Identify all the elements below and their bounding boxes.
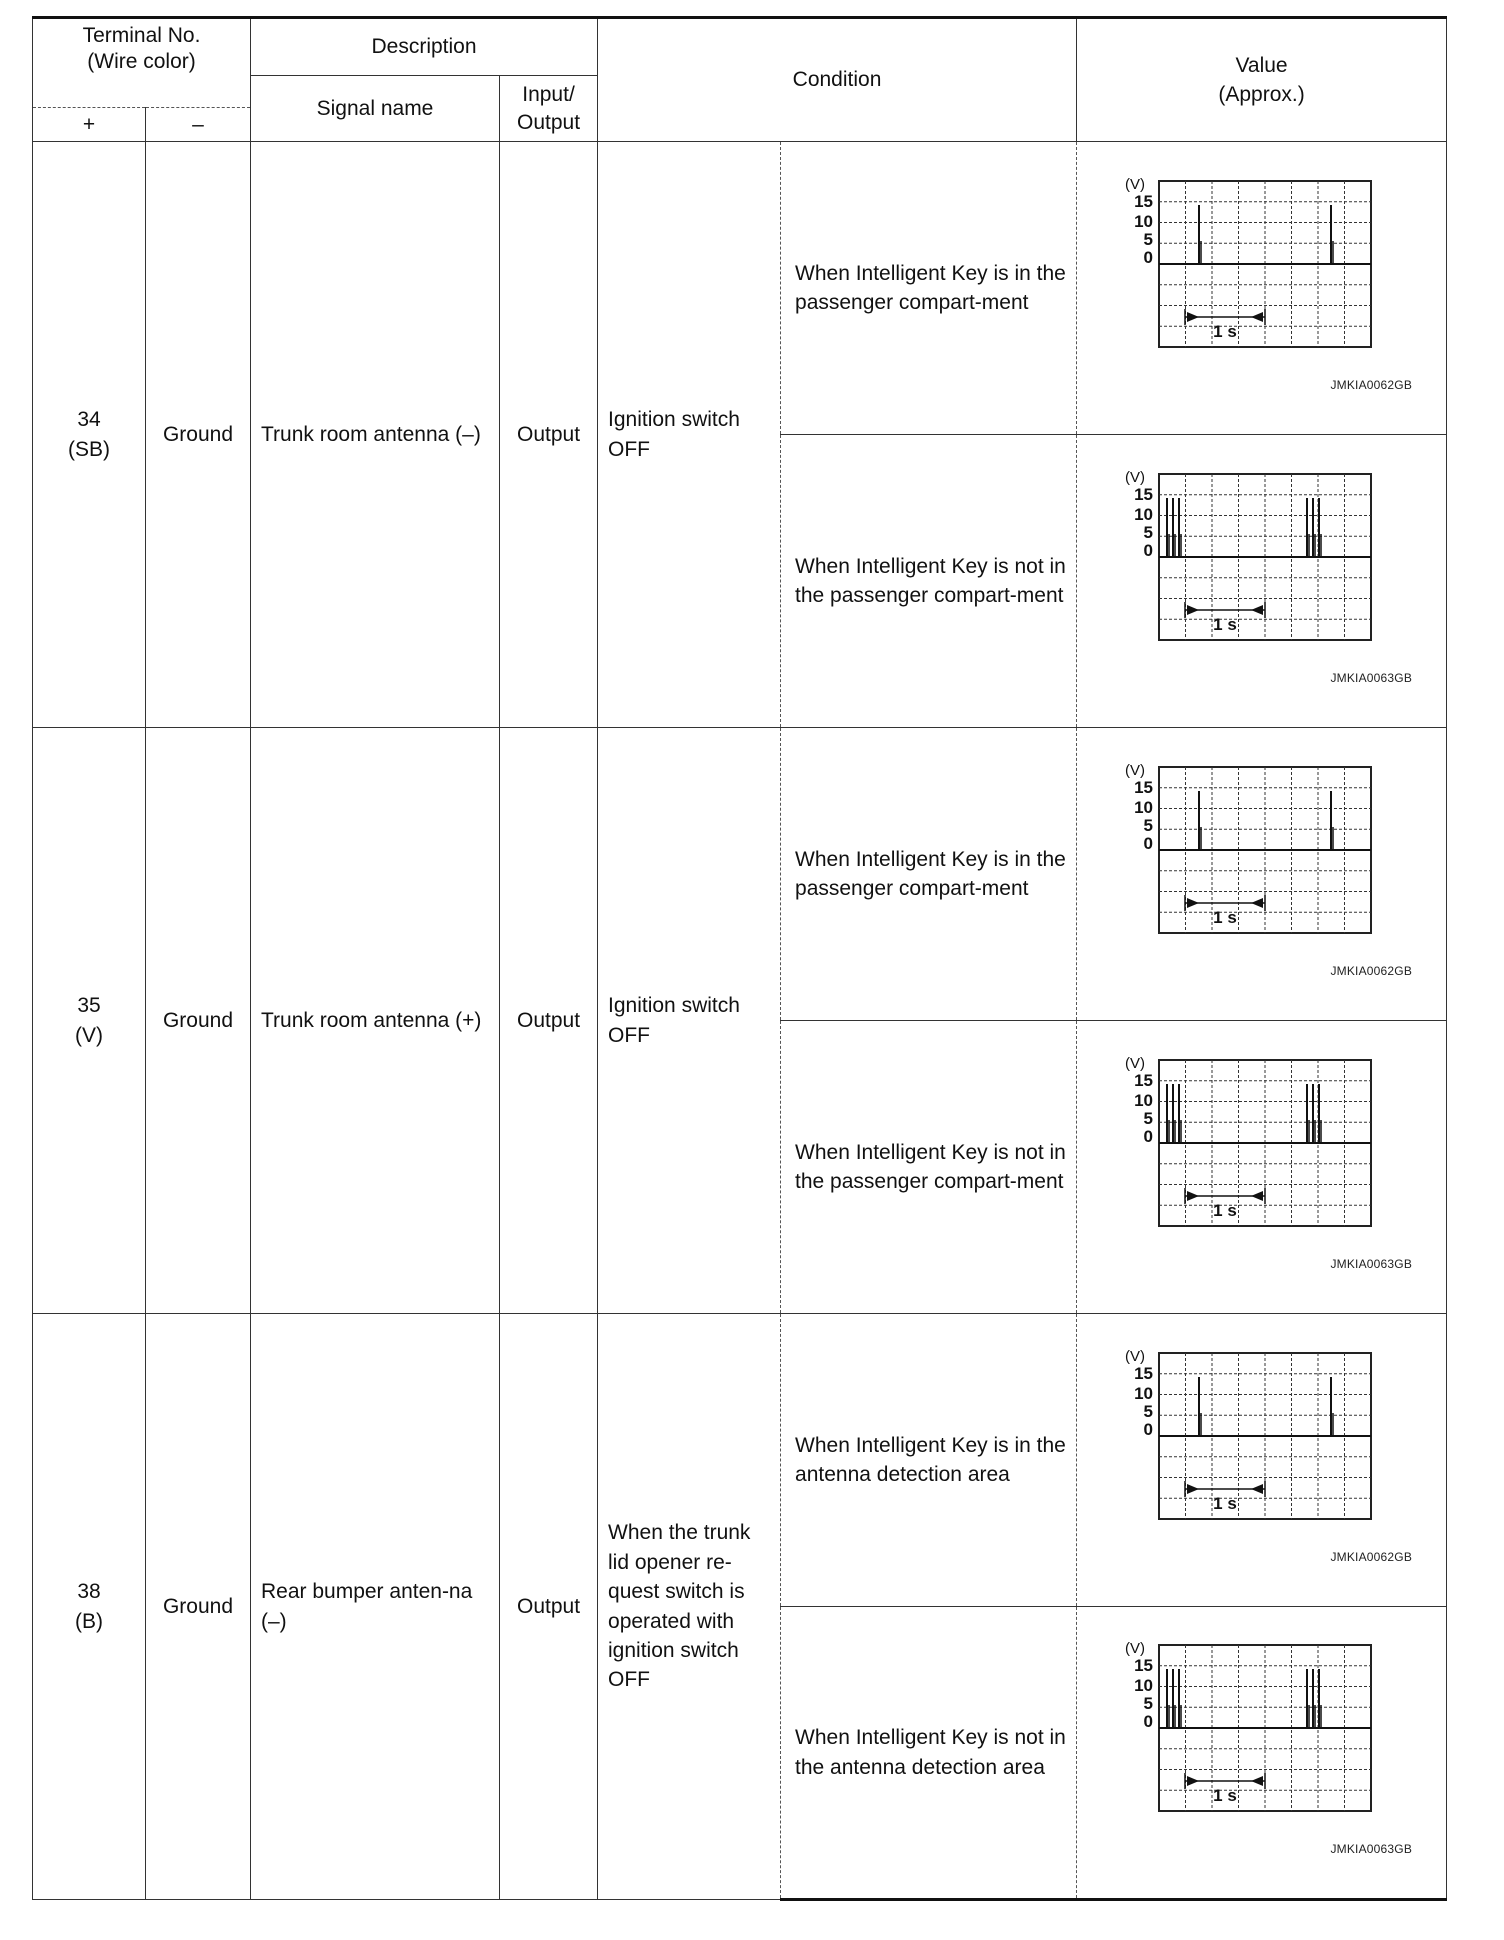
y-unit-label: (V) xyxy=(1125,469,1146,486)
figure-code: JMKIA0063GB xyxy=(1330,670,1413,685)
y-unit-label: (V) xyxy=(1125,176,1146,193)
y-tick-label: 15 xyxy=(1134,777,1154,797)
waveform-cell xyxy=(1077,1021,1447,1314)
y-tick-label: 10 xyxy=(1134,504,1154,524)
time-arrow-right xyxy=(1187,1484,1199,1494)
sub-condition-cell: When Intelligent Key is not in the antenna detection area xyxy=(781,1607,1077,1900)
y-unit-label: (V) xyxy=(1125,762,1146,779)
time-arrow-left xyxy=(1251,1484,1263,1494)
sub-condition-cell: When Intelligent Key is in the passenger compart-ment xyxy=(781,728,1077,1021)
y-tick-label: 15 xyxy=(1134,191,1154,211)
time-arrow-right xyxy=(1187,312,1199,322)
table-row xyxy=(33,1314,1447,1607)
y-tick-label: 0 xyxy=(1143,833,1154,853)
waveform-cell xyxy=(1077,435,1447,728)
y-tick-label: 0 xyxy=(1143,1712,1154,1731)
figure-code: JMKIA0062GB xyxy=(1330,963,1413,978)
waveform-cell xyxy=(1077,1607,1447,1900)
waveform-chart xyxy=(1125,763,1375,949)
y-unit-label: (V) xyxy=(1125,1055,1146,1072)
minus-header: – xyxy=(146,108,251,142)
waveform-chart xyxy=(1125,470,1375,656)
plus-header: + xyxy=(33,108,146,142)
y-tick-label: 5 xyxy=(1143,522,1154,542)
time-label: 1 s xyxy=(1213,1493,1237,1513)
waveform-cell xyxy=(1077,1314,1447,1607)
table-row xyxy=(33,142,1447,435)
y-tick-label: 5 xyxy=(1143,815,1154,835)
y-tick-label: 5 xyxy=(1143,229,1154,249)
io-cell: Output xyxy=(500,1314,598,1900)
y-tick-label: 15 xyxy=(1134,484,1154,504)
terminal-plus-cell: 34 (SB) xyxy=(33,142,146,728)
time-arrow-left xyxy=(1251,1776,1263,1786)
terminal-minus-cell: Ground xyxy=(146,142,251,728)
y-tick-label: 0 xyxy=(1143,540,1154,560)
description-header: Description xyxy=(251,18,598,76)
time-label: 1 s xyxy=(1213,1786,1237,1805)
waveform-cell xyxy=(1077,142,1447,435)
value-header: Value (Approx.) xyxy=(1077,18,1447,142)
time-arrow-left xyxy=(1251,898,1263,908)
time-arrow-right xyxy=(1187,898,1199,908)
time-label: 1 s xyxy=(1213,614,1237,634)
waveform-chart xyxy=(1125,1056,1375,1242)
figure-code: JMKIA0062GB xyxy=(1330,1549,1413,1564)
time-label: 1 s xyxy=(1213,321,1237,341)
y-unit-label: (V) xyxy=(1125,1641,1146,1657)
terminal-minus-cell: Ground xyxy=(146,1314,251,1900)
y-tick-label: 10 xyxy=(1134,1383,1154,1403)
figure-code: JMKIA0063GB xyxy=(1330,1256,1413,1271)
condition-header: Condition xyxy=(598,18,1077,142)
y-tick-label: 10 xyxy=(1134,1090,1154,1110)
signal-name-cell: Trunk room antenna (–) xyxy=(251,142,500,728)
signal-name-header: Signal name xyxy=(251,76,500,142)
input-output-header: Input/ Output xyxy=(500,76,598,142)
terminal-plus-cell: 38 (B) xyxy=(33,1314,146,1900)
io-cell: Output xyxy=(500,142,598,728)
terminal-spacer xyxy=(33,76,251,108)
time-label: 1 s xyxy=(1213,907,1237,927)
y-tick-label: 5 xyxy=(1143,1401,1154,1421)
io-cell: Output xyxy=(500,728,598,1314)
time-arrow-right xyxy=(1187,1191,1199,1201)
condition-cell: When the trunk lid opener re-quest switch is operated with ignition switch OFF xyxy=(598,1314,781,1900)
waveform-cell xyxy=(1077,728,1447,1021)
time-arrow-left xyxy=(1251,1191,1263,1201)
waveform-chart xyxy=(1125,1349,1375,1535)
y-tick-label: 0 xyxy=(1143,247,1154,267)
sub-condition-cell: When Intelligent Key is not in the passenger compart-ment xyxy=(781,435,1077,728)
y-tick-label: 5 xyxy=(1143,1694,1154,1713)
time-arrow-left xyxy=(1251,605,1263,615)
terminal-minus-cell: Ground xyxy=(146,728,251,1314)
terminal-spec-table xyxy=(32,16,1447,1901)
waveform-chart xyxy=(1125,1641,1375,1827)
time-arrow-right xyxy=(1187,605,1199,615)
condition-cell: Ignition switch OFF xyxy=(598,728,781,1314)
y-tick-label: 5 xyxy=(1143,1108,1154,1128)
y-tick-label: 10 xyxy=(1134,797,1154,817)
y-tick-label: 10 xyxy=(1134,1676,1154,1695)
terminal-plus-cell: 35 (V) xyxy=(33,728,146,1314)
signal-name-cell: Trunk room antenna (+) xyxy=(251,728,500,1314)
terminal-no-header: Terminal No. (Wire color) xyxy=(33,18,251,76)
y-tick-label: 0 xyxy=(1143,1126,1154,1146)
time-arrow-right xyxy=(1187,1776,1199,1786)
y-tick-label: 15 xyxy=(1134,1656,1154,1675)
y-unit-label: (V) xyxy=(1125,1348,1146,1365)
condition-cell: Ignition switch OFF xyxy=(598,142,781,728)
sub-condition-cell: When Intelligent Key is not in the passenger compart-ment xyxy=(781,1021,1077,1314)
time-label: 1 s xyxy=(1213,1200,1237,1220)
y-tick-label: 0 xyxy=(1143,1419,1154,1439)
waveform-chart xyxy=(1125,177,1375,363)
sub-condition-cell: When Intelligent Key is in the antenna detection area xyxy=(781,1314,1077,1607)
signal-name-cell: Rear bumper anten-na (–) xyxy=(251,1314,500,1900)
y-tick-label: 10 xyxy=(1134,211,1154,231)
sub-condition-cell: When Intelligent Key is in the passenger compart-ment xyxy=(781,142,1077,435)
y-tick-label: 15 xyxy=(1134,1363,1154,1383)
figure-code: JMKIA0062GB xyxy=(1330,377,1413,392)
table-row xyxy=(33,728,1447,1021)
time-arrow-left xyxy=(1251,312,1263,322)
y-tick-label: 15 xyxy=(1134,1070,1154,1090)
figure-code: JMKIA0063GB xyxy=(1330,1842,1413,1857)
